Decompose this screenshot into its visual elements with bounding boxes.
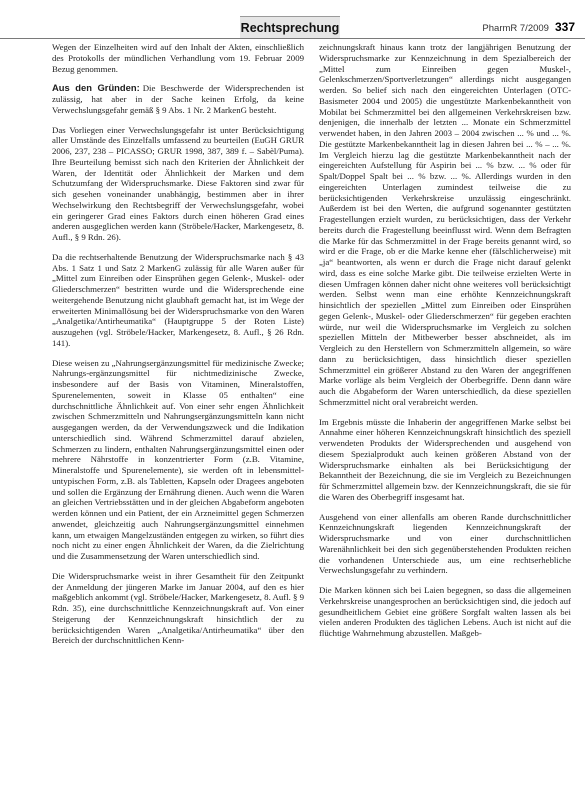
paragraph-survey: zeichnungskraft hinaus kann trotz der langjährigen Benutzung der Widerspruchsmarke zur Kennzeichnung in dem Spezialbereich der „Mittel zum Einreiben gegen Muskel-, Gelenkschmerzen/Sportverletzungen“ allerdings nicht ausgegangen werden. So belief sich nach den eingereichten Unterlagen (OTC-Basismeter 2004 und 2005) die ungestützte Markenbekanntheit von Mobilat bei Schmerzmittel bei den allgemeinen Verkehrskreisen bzw. denjenigen, die innerhalb der letzten ... Monate ein Schmerzmittel verwendet haben, in den Jahren 2003 – 2004 zwischen ... % und ... %. Die gestützte Markenbekanntheit lag in diesen Jahren bei ... % – ... %. Im Vergleich hierzu lag die gestützte Markenbekanntheit nach der eingereichten Aufstellung für Aspirin bei ... % bzw. ... % oder für Spalt/Doppel Spalt bei ... % bzw. ... %. Allerdings wurden in den eingereichten Unterlagen zumindest teilweise die zu berücksichtigenden Verkehrskreise unzulässig eingeschränkt. Außerdem ist bei den Werten, die aufgrund sogenannter gestützten Fragestellungen erzielt wurden, zu berücksichtigen, dass der Verkehr bereits durch die Fragestellung beeinflusst wird. Wenn dem Befragten die Marke für das Schmerzmittel in der Frage bereits genannt wird, so wird er die Frage, ob er die Marke kenne eher (fälschlicherweise) mit „ja“ beantworten, als wenn er durch die Frage nicht darauf gelenkt wird, dass es eine solche Marke gibt. Die teilweise erzielten Werte in diesen Umfragen können daher nicht ohne weiteres voll berücksichtigt werden. Selbst wenn man eine erhöhte Kennzeichnungskraft hinsichtlich der speziellen „Mittel zum Einreiben oder Einsprühen gegen Gelenk-, Muskel- oder Gliederschmerzen“ für gegeben erachten würde, nur weil die Widerspruchsmarke im Vergleich zu solchen speziellen Mitteln der Mitbewerber besser abschneidet, als im Vergleich zu den Herstellern von Schmerzmitteln allgemein, so wäre dann zu berücksichtigen, dass hinsichtlich dieser speziellen Schmerzmittel ein größerer Abstand zu den Waren der angegriffenen Marke vorläge als beim Vergleich der Oberbegriffe. Denn dann wäre auch die Abgabeform der Waren unterschiedlich, da diese speziellen Schmerzmittel nicht oral verabreicht werden.: [319, 42, 571, 407]
journal-info: [482, 20, 575, 34]
paragraph-distinctiveness: Die Widerspruchsmarke weist in ihrer Gesamtheit für den Zeitpunkt der Anmeldung der jüngeren Marke im Januar 2004, auf den es hier maßgeblich ankommt (vgl. Ströbele/Hacker, Markengesetz, 8. Aufl. § 9 Rdn. 35), eine durchschnittliche Kennzeichnungskraft auf. Von einer Steigerung der Kennzeichnungskraft hinsichtlich der zu berücksichtigenden Waren „Analgetika/Antirheumatika“ über den Bereich der durchschnittlichen Kenn-: [52, 570, 304, 646]
paragraph-result: Im Ergebnis müsste die Inhaberin der angegriffenen Marke selbst bei Annahme einer höheren Kennzeichnungskraft hinsichtlich des speziell verwendeten Produkts der Widersprechenden und ausgehend von diesem Spezialprodukt auch keinen größeren Abstand von der Widerspruchsmarke einhalten als bei Berücksichtigung der Bekanntheit der Bezeichnung, die sie im Vergleich zu Bezeichnungen für Schmerzmittel allgemein bzw. der Kennzeichnungskraft, die sie für die Waren des Oberbegriff insgesamt hat.: [319, 416, 571, 502]
paragraph-consumers: Die Marken können sich bei Laien begegnen, so dass die allgemeinen Verkehrskreise unangesprochen an berücksichtigen sind, die jedoch auf gesundheitlichem Gebiet eine größere Sorgfalt walten lassen als bei vielen anderen Produkten des täglichen Lebens. Auch ist nicht auf die flüchtige Wahrnehmung abzustellen. Maßgeb-: [319, 585, 571, 638]
right-column: [319, 42, 571, 806]
grounds-heading: Aus den Gründen:: [52, 82, 140, 94]
paragraph-conclusion: Ausgehend von einer allenfalls am oberen Rande durchschnittlicher Kennzeichnungskraft liegenden Kennzeichnungskraft der Widerspruchsmarke und von einer durchschnittlichen Warenähnlichkeit bei den sich gegenüberstehenden Produkten reichen die vorhandenen Unterschiede aus, um eine rechtserhebliche Verwechslungsgefahr zu verhindern.: [319, 511, 571, 576]
header-rule: [0, 38, 585, 39]
paragraph-confusion-test: Das Vorliegen einer Verwechslungsgefahr ist unter Berücksichtigung aller Umstände des Einzelfalls umfassend zu beurteilen (EuGH GRUR 2006, 237, 238 – PICASSO; GRUR 1998, 387, 389 f. – Sabèl/Puma). Ihre Beurteilung bemisst sich nach den Kriterien der Ähnlichkeit der Waren, der Identität oder Ähnlichkeit der Marken und dem Schutzumfang der Widerspruchsmarke. Diese Faktoren sind zwar für sich gesehen voneinander unabhängig, bestimmen aber in ihrer Wechselwirkung den Rechtsbegriff der Verwechslungsgefahr, wobei ein geringerer Grad eines Faktors durch einen höheren Grad eines anderen ausgeglichen werden kann (Ströbele/Hacker, Markengesetz, 8. Aufl., § 9 Rdn. 26).: [52, 124, 304, 242]
paragraph-similarity: Diese weisen zu „Nahrungsergänzungsmittel für medizinische Zwecke; Nahrungs-ergänzungsmittel für nichtmedizinische Zwecke, insbesondere auf der Basis von Vitaminen, Mineralstoffen, Spurenelementen, soweit in Klasse 05 enthalten“ eine durchschnittliche Ähnlichkeit auf. Von einer sehr engen Ähnlichkeit zwischen Schmerzmitteln und Nahrungsergänzungsmitteln kann nicht ausgegangen werden, da der Verwendungszweck und die Indikation unterschiedlich sind. Während Schmerzmittel darauf abzielen, Schmerzen zu lindern, enthalten Nahrungsergänzungsmittel einen oder mehrere Nährstoffe in konzentrierter Form (z.B. Vitamine, Mineralstoffe und Spurenelemente), sie werden oft in lebensmittel-untypischen Form, z.B. als Tabletten, Kapseln oder Dragees angeboten und sollen die Ergänzung der Ernährung dienen. Auch wenn die Waren an gleichen Vertriebsstätten und in der gleichen Abgabeform angeboten werden können und ein Patient, der ein Arzneimittel gegen Schmerzen anwendet, gleichzeitig auch Nahrungsergänzungsmittel einnehmen kann, um etwaigen Mangelzuständen entgegen zu wirken, so führt dies noch nicht zu einer engen Ähnlichkeit der Waren, da die Zielrichtung und die Zusammensetzung der Waren unterschiedlich sind.: [52, 357, 304, 561]
paragraph-grounds: [52, 83, 304, 115]
paragraph-reference: Wegen der Einzelheiten wird auf den Inhalt der Akten, einschließlich des Protokolls der mündlichen Verhandlung vom 19. Februar 2009 Bezug genommen.: [52, 42, 304, 74]
page-header: [0, 0, 585, 40]
journal-name: PharmR 7/2009: [482, 23, 549, 34]
paragraph-use: Da die rechtserhaltende Benutzung der Widerspruchsmarke nach § 43 Abs. 1 Satz 1 und Satz 2 MarkenG zulässig für alle Waren außer für „Mittel zum Einreiben oder Einsprühen gegen Gelenk-, Muskel- oder Gliederschmerzen“ bestritten wurde und die Widersprechende eine weitergehende Benutzung nicht glaubhaft gemacht hat, ist im Wege der erweiterten Minimallösung bei der Widerspruchsmarke von den Waren „Analgetika/Antirheumatika“ (Hauptgruppe 5 der Roten Liste) auszugehen (vgl. Ströbele/Hacker, Markengesetz, 8. Aufl., § 26 Rdn. 141).: [52, 251, 304, 348]
page-number: 337: [554, 20, 575, 34]
section-title: Rechtsprechung: [240, 16, 340, 39]
grounds-text: Die Beschwerde der Widersprechenden ist zulässig, hat aber in der Sache keinen Erfolg, da keine Verwechslungsgefahr gemäß § 9 Abs. 1 Nr. 2 MarkenG besteht.: [52, 83, 304, 115]
left-column: [52, 42, 304, 806]
